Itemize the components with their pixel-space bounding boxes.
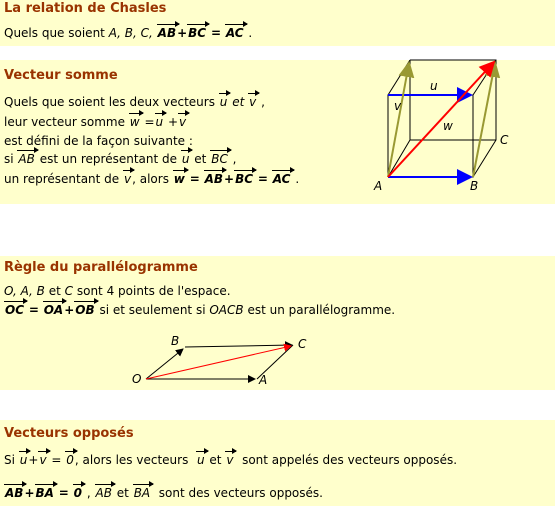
cube-label-w: w bbox=[443, 119, 453, 133]
vector-v: v bbox=[249, 95, 257, 109]
arrow-bc-para bbox=[185, 345, 292, 347]
somme-line-3: est défini de la façon suivante : bbox=[4, 134, 193, 148]
vector-u: u bbox=[219, 95, 228, 109]
para-line-1: O, A, B et C sont 4 points de l'espace. bbox=[4, 284, 231, 298]
vector-w: w bbox=[129, 115, 140, 129]
arrow-oc bbox=[146, 346, 291, 379]
somme-section bbox=[0, 60, 555, 204]
cube-label-c: C bbox=[500, 133, 509, 147]
para-line-2: OC = OA+OB si et seulement si OACB est un parallélogramme. bbox=[5, 303, 396, 317]
para-title: Règle du parallélogramme bbox=[4, 260, 198, 275]
somme-line-5: un représentant de v, alors w = AB+BC = AC . bbox=[4, 172, 300, 186]
para-label-b: B bbox=[171, 334, 180, 348]
chasles-title: La relation de Chasles bbox=[4, 1, 167, 16]
vector-bc: BC bbox=[188, 26, 207, 40]
opp-title: Vecteurs opposés bbox=[4, 426, 134, 441]
cube-label-a: A bbox=[374, 179, 383, 193]
cube-label-u: u bbox=[430, 79, 438, 93]
cube-label-v: v bbox=[394, 99, 402, 113]
somme-title: Vecteur somme bbox=[4, 68, 118, 83]
cube-figure bbox=[0, 60, 555, 204]
opp-section bbox=[0, 420, 555, 506]
chasles-section bbox=[0, 0, 555, 46]
chasles-line: Quels que soient A, B, C, AB+BC = AC . bbox=[4, 26, 253, 40]
somme-line-4: si AB est un représentant de u et BC , bbox=[4, 152, 237, 166]
vector-ac: AC bbox=[225, 26, 244, 40]
para-label-a: A bbox=[259, 373, 268, 387]
vector-ab: AB bbox=[157, 26, 177, 40]
opp-line-1: Si u+v = 0, alors les vecteurs u et v sont appelés des vecteurs opposés. bbox=[4, 453, 458, 467]
opp-line-2: AB+BA = 0 , AB et BA sont des vecteurs opposés. bbox=[5, 486, 323, 500]
para-label-o: O bbox=[132, 372, 142, 386]
cube-label-b: B bbox=[470, 179, 479, 193]
para-label-c: C bbox=[298, 337, 307, 351]
parallelogram-figure bbox=[0, 256, 555, 390]
para-section bbox=[0, 256, 555, 390]
somme-line-1: Quels que soient les deux vecteurs u et v , bbox=[4, 95, 265, 109]
somme-line-2: leur vecteur somme w =u +v bbox=[4, 115, 187, 129]
arrow-w bbox=[388, 62, 494, 177]
